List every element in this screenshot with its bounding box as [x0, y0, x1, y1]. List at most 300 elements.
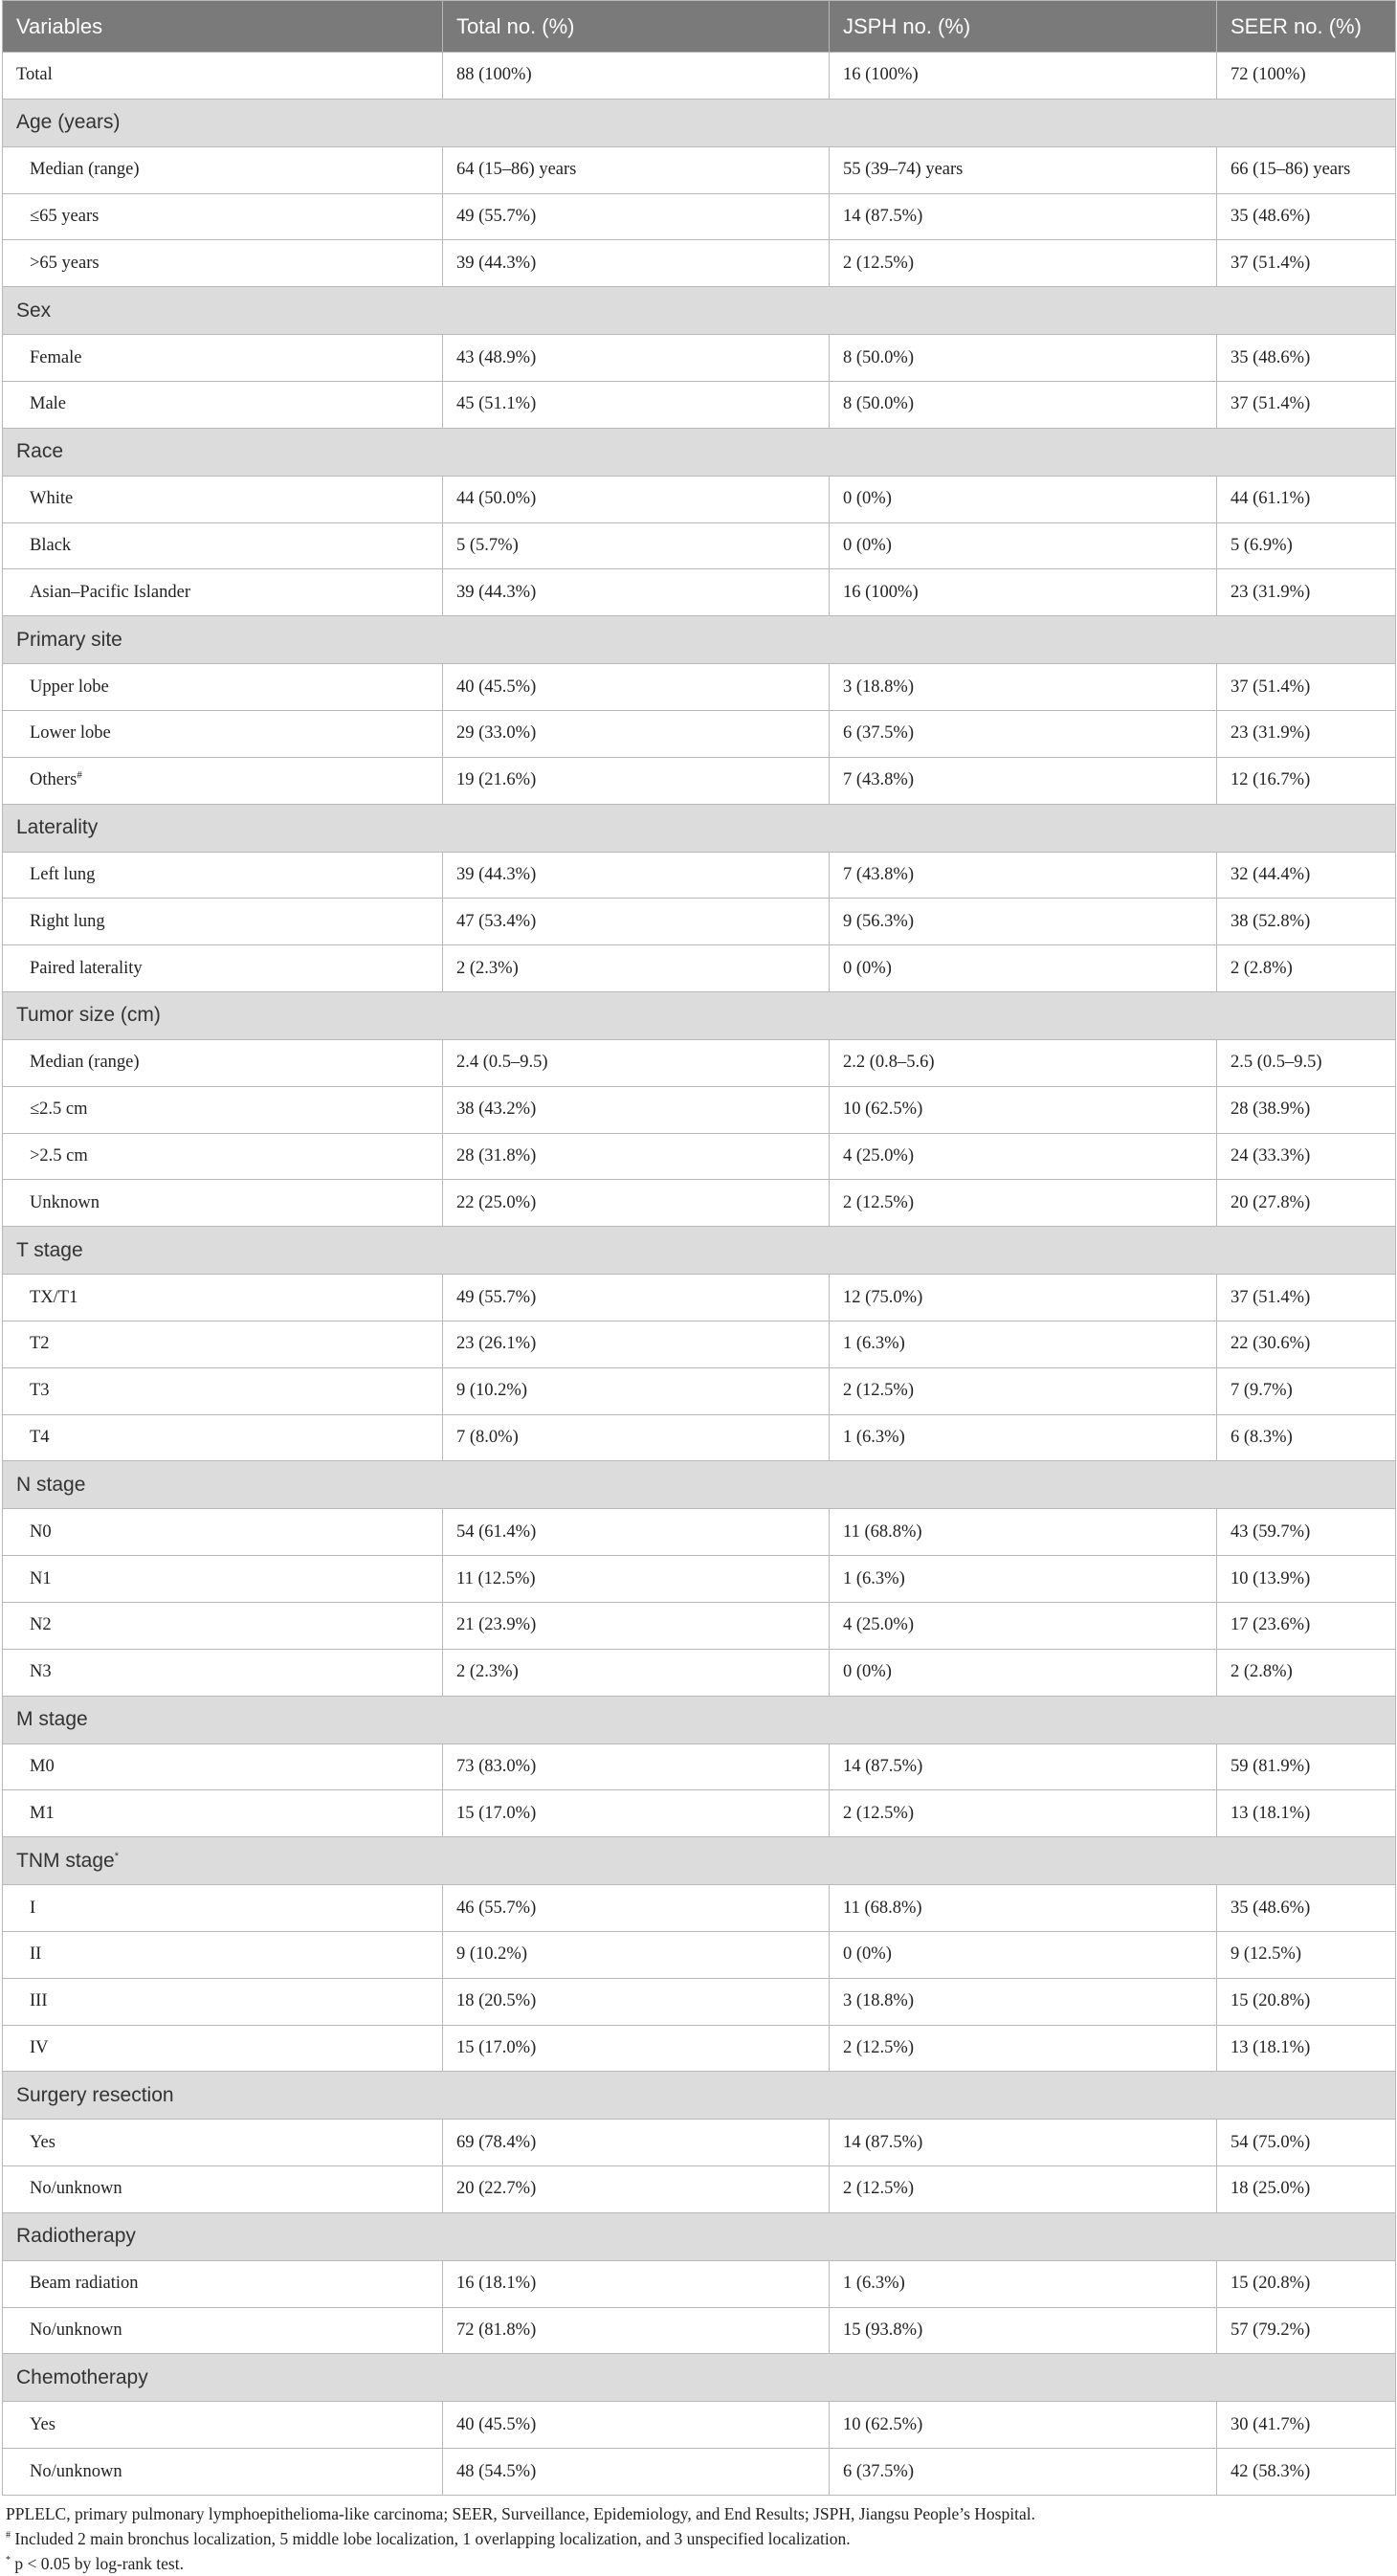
cell-seer [1217, 1743, 1396, 1790]
section-label-text: N stage [16, 1473, 86, 1496]
cell-total-text: 21 (23.9%) [456, 1615, 537, 1635]
cell-jsph-text: 3 (18.8%) [843, 677, 914, 697]
cell-seer [1217, 476, 1396, 522]
cell-variable [3, 1180, 443, 1227]
cell-jsph [830, 852, 1217, 899]
cell-variable-text: II [30, 1944, 42, 1965]
cell-seer [1217, 1790, 1396, 1837]
cell-seer-text: 30 (41.7%) [1231, 2414, 1311, 2434]
cell-variable [3, 2260, 443, 2307]
table-row [3, 1414, 1396, 1461]
cell-seer-text: 28 (38.9%) [1231, 1099, 1311, 1120]
cell-seer [1217, 569, 1396, 616]
cell-variable [3, 146, 443, 193]
section-label [3, 99, 1396, 146]
cell-total-text: 88 (100%) [456, 65, 532, 85]
cell-seer [1217, 2025, 1396, 2072]
cell-variable-text: Beam radiation [30, 2274, 139, 2294]
cell-variable-text: N1 [30, 1568, 52, 1588]
cell-variable [3, 1275, 443, 1321]
cell-total [443, 1790, 830, 1837]
cell-variable-text: Yes [30, 2414, 55, 2434]
cell-jsph-text: 1 (6.3%) [843, 1427, 905, 1447]
cell-variable-text: III [30, 1991, 48, 2011]
section-row [3, 1696, 1396, 1743]
cell-seer-text: 7 (9.7%) [1231, 1381, 1293, 1401]
table-row [3, 146, 1396, 193]
cell-jsph-text: 11 (68.8%) [843, 1521, 922, 1542]
cell-jsph [830, 1978, 1217, 2025]
cell-jsph [830, 2307, 1217, 2354]
cell-seer [1217, 2166, 1396, 2213]
table-row [3, 1885, 1396, 1932]
cell-seer [1217, 2120, 1396, 2166]
cell-variable-text: No/unknown [30, 2461, 122, 2481]
cell-total-text: 28 (31.8%) [456, 1145, 537, 1166]
table-row [3, 1602, 1396, 1649]
cell-total-text: 39 (44.3%) [456, 253, 537, 273]
cell-seer [1217, 1414, 1396, 1461]
cell-jsph [830, 2449, 1217, 2496]
cell-total [443, 945, 830, 992]
cell-variable [3, 1133, 443, 1180]
cell-variable-text: N3 [30, 1662, 52, 1682]
cell-seer [1217, 1367, 1396, 1414]
cell-variable-text: ≤65 years [30, 206, 100, 226]
cell-jsph [830, 664, 1217, 711]
footnote-text: p < 0.05 by log-rank test. [11, 2554, 184, 2574]
cell-variable [3, 1885, 443, 1932]
section-row [3, 804, 1396, 852]
cell-jsph-text: 2 (12.5%) [843, 1803, 914, 1823]
section-label [3, 1227, 1396, 1275]
section-row [3, 2212, 1396, 2260]
cell-jsph-text: 7 (43.8%) [843, 864, 914, 884]
cell-variable [3, 945, 443, 992]
cell-total [443, 1931, 830, 1978]
cell-seer-text: 23 (31.9%) [1231, 723, 1311, 744]
table-row [3, 1790, 1396, 1837]
section-label [3, 991, 1396, 1039]
footnote-symbol: * [6, 2555, 11, 2566]
table-row [3, 1321, 1396, 1367]
footnote-line [6, 2526, 1397, 2551]
header-total: Total no. (%) [443, 1, 830, 53]
cell-variable [3, 1556, 443, 1603]
table-row [3, 1133, 1396, 1180]
cell-seer-text: 13 (18.1%) [1231, 1803, 1311, 1823]
table-row [3, 2120, 1396, 2166]
cell-total-text: 48 (54.5%) [456, 2461, 537, 2481]
cell-jsph [830, 2166, 1217, 2213]
cell-variable [3, 335, 443, 382]
cell-jsph [830, 1039, 1217, 1086]
cell-total [443, 1885, 830, 1932]
cell-jsph-text: 2 (12.5%) [843, 1381, 914, 1401]
cell-jsph [830, 1649, 1217, 1696]
cell-seer-text: 35 (48.6%) [1231, 1898, 1311, 1918]
section-label-text: Tumor size (cm) [16, 1004, 161, 1027]
footnote-text: Included 2 main bronchus localization, 5 middle lobe localization, 1 overlapping localization, and 3 unspecified localization. [11, 2529, 851, 2549]
section-label [3, 616, 1396, 664]
cell-jsph [830, 945, 1217, 992]
table-row [3, 1367, 1396, 1414]
table-row [3, 1275, 1396, 1321]
cell-seer-text: 42 (58.3%) [1231, 2461, 1311, 2481]
cell-seer [1217, 193, 1396, 240]
cell-seer [1217, 1275, 1396, 1321]
table-row [3, 335, 1396, 382]
cell-seer-text: 35 (48.6%) [1231, 347, 1311, 367]
footnote-text: PPLELC, primary pulmonary lymphoepithelioma-like carcinoma; SEER, Surveillance, Epidemiology, and End Results; JSPH, Jiangsu People’s Hospital. [6, 2504, 1035, 2524]
section-label-text: Race [16, 440, 64, 463]
cell-total [443, 1978, 830, 2025]
cell-total [443, 1180, 830, 1227]
section-label-text: Radiotherapy [16, 2225, 136, 2248]
cell-seer-text: 37 (51.4%) [1231, 253, 1311, 273]
cell-seer [1217, 852, 1396, 899]
cell-variable [3, 569, 443, 616]
cell-total-text: 64 (15–86) years [456, 160, 577, 180]
cell-variable-text: Upper lobe [30, 677, 109, 697]
cell-seer-text: 66 (15–86) years [1231, 160, 1351, 180]
cell-variable-text: N0 [30, 1521, 52, 1542]
cell-jsph-text: 55 (39–74) years [843, 160, 964, 180]
footnote-line [6, 2501, 1397, 2526]
table-row [3, 1180, 1396, 1227]
cell-seer-text: 57 (79.2%) [1231, 2321, 1311, 2341]
section-label [3, 2354, 1396, 2402]
cell-variable-text: I [30, 1898, 36, 1918]
section-row [3, 99, 1396, 146]
table-row [3, 2260, 1396, 2307]
cell-total [443, 1414, 830, 1461]
cell-seer [1217, 53, 1396, 100]
cell-seer-text: 37 (51.4%) [1231, 1287, 1311, 1307]
cell-total [443, 381, 830, 428]
cell-total-text: 47 (53.4%) [456, 911, 537, 931]
cell-variable [3, 381, 443, 428]
cell-seer-text: 22 (30.6%) [1231, 1334, 1311, 1354]
cell-variable-text: >2.5 cm [30, 1145, 88, 1166]
cell-seer [1217, 1978, 1396, 2025]
footnote-marker: # [77, 769, 82, 781]
cell-variable [3, 2307, 443, 2354]
section-label-text: Primary site [16, 628, 122, 651]
footnotes [0, 2496, 1397, 2576]
cell-jsph-text: 8 (50.0%) [843, 394, 914, 414]
cell-jsph [830, 1321, 1217, 1367]
cell-seer-text: 5 (6.9%) [1231, 535, 1293, 555]
cell-jsph-text: 6 (37.5%) [843, 2461, 914, 2481]
cell-jsph-text: 4 (25.0%) [843, 1615, 914, 1635]
cell-jsph-text: 9 (56.3%) [843, 911, 914, 931]
cell-jsph [830, 1931, 1217, 1978]
cell-variable [3, 1414, 443, 1461]
cell-jsph [830, 899, 1217, 945]
cell-seer-text: 15 (20.8%) [1231, 2274, 1311, 2294]
cell-total [443, 335, 830, 382]
section-label-text: M stage [16, 1708, 88, 1731]
cell-jsph-text: 0 (0%) [843, 489, 892, 509]
cell-variable [3, 522, 443, 569]
cell-jsph-text: 2.2 (0.8–5.6) [843, 1053, 935, 1073]
cell-variable [3, 852, 443, 899]
cell-jsph [830, 1367, 1217, 1414]
cell-variable-text: Black [30, 535, 72, 555]
cell-variable-text: IV [30, 2037, 49, 2057]
cell-total-text: 39 (44.3%) [456, 864, 537, 884]
cell-variable-text: T4 [30, 1427, 50, 1447]
cell-total-text: 16 (18.1%) [456, 2274, 537, 2294]
cell-total [443, 1321, 830, 1367]
cell-seer [1217, 2260, 1396, 2307]
table-row [3, 664, 1396, 711]
cell-variable [3, 1931, 443, 1978]
cell-jsph-text: 12 (75.0%) [843, 1287, 923, 1307]
cell-variable [3, 899, 443, 945]
table-row [3, 569, 1396, 616]
cell-jsph-text: 16 (100%) [843, 65, 919, 85]
cell-seer [1217, 240, 1396, 287]
cell-seer [1217, 1321, 1396, 1367]
cell-variable-text: Paired laterality [30, 958, 143, 978]
cell-jsph-text: 1 (6.3%) [843, 1568, 905, 1588]
cell-jsph [830, 2402, 1217, 2449]
cell-variable [3, 2402, 443, 2449]
table-row [3, 1039, 1396, 1086]
cell-seer-text: 20 (27.8%) [1231, 1192, 1311, 1212]
cell-total [443, 2449, 830, 2496]
cell-variable [3, 1649, 443, 1696]
cell-variable-text: Lower lobe [30, 723, 111, 744]
cell-variable-text: No/unknown [30, 2321, 122, 2341]
cell-total [443, 664, 830, 711]
cell-jsph-text: 0 (0%) [843, 1662, 892, 1682]
cell-jsph-text: 11 (68.8%) [843, 1898, 922, 1918]
cell-total-text: 29 (33.0%) [456, 723, 537, 744]
cell-jsph [830, 1414, 1217, 1461]
table-row [3, 2166, 1396, 2213]
table-row [3, 2402, 1396, 2449]
cell-total-text: 9 (10.2%) [456, 1381, 527, 1401]
table-row [3, 240, 1396, 287]
cell-jsph-text: 14 (87.5%) [843, 206, 923, 226]
cell-variable-text: T2 [30, 1334, 50, 1354]
cell-variable [3, 2166, 443, 2213]
table-row [3, 1978, 1396, 2025]
cell-total [443, 193, 830, 240]
cell-total-text: 72 (81.8%) [456, 2321, 537, 2341]
section-label-text: Laterality [16, 816, 99, 839]
cell-total-text: 19 (21.6%) [456, 770, 537, 790]
cell-jsph [830, 522, 1217, 569]
cell-variable-text: >65 years [30, 253, 100, 273]
cell-variable [3, 1509, 443, 1556]
cell-seer [1217, 1509, 1396, 1556]
cell-jsph [830, 1790, 1217, 1837]
cell-jsph [830, 1133, 1217, 1180]
cell-variable [3, 1790, 443, 1837]
cell-jsph [830, 1885, 1217, 1932]
cell-jsph-text: 16 (100%) [843, 582, 919, 602]
cell-total [443, 1509, 830, 1556]
header-row [3, 1, 1396, 53]
cell-total-text: 15 (17.0%) [456, 1803, 537, 1823]
cell-seer-text: 10 (13.9%) [1231, 1568, 1311, 1588]
cell-total [443, 2025, 830, 2072]
cell-total-text: 23 (26.1%) [456, 1334, 537, 1354]
cell-variable-text: ≤2.5 cm [30, 1099, 88, 1120]
cell-variable [3, 2025, 443, 2072]
cell-variable-text: M0 [30, 1756, 55, 1776]
cell-total [443, 476, 830, 522]
cell-total-text: 44 (50.0%) [456, 489, 537, 509]
cell-variable [3, 193, 443, 240]
section-label [3, 1696, 1396, 1743]
cell-total [443, 146, 830, 193]
cell-variable [3, 53, 443, 100]
cell-total [443, 757, 830, 804]
cell-total-text: 39 (44.3%) [456, 582, 537, 602]
cell-total-text: 43 (48.9%) [456, 347, 537, 367]
section-label [3, 2212, 1396, 2260]
cell-jsph-text: 2 (12.5%) [843, 1192, 914, 1212]
cell-jsph-text: 8 (50.0%) [843, 347, 914, 367]
cell-jsph [830, 1509, 1217, 1556]
cell-seer-text: 37 (51.4%) [1231, 677, 1311, 697]
cell-variable [3, 2120, 443, 2166]
cell-total-text: 49 (55.7%) [456, 206, 537, 226]
cell-seer [1217, 1039, 1396, 1086]
cell-seer-text: 72 (100%) [1231, 65, 1306, 85]
footnote-symbol: # [6, 2530, 11, 2542]
cell-seer [1217, 1602, 1396, 1649]
cell-variable [3, 1321, 443, 1367]
cell-total [443, 899, 830, 945]
cell-jsph [830, 1086, 1217, 1133]
cell-total-text: 69 (78.4%) [456, 2132, 537, 2152]
cell-seer [1217, 1556, 1396, 1603]
footnote-line [6, 2551, 1397, 2576]
table-row [3, 1509, 1396, 1556]
cell-total [443, 240, 830, 287]
cell-total-text: 20 (22.7%) [456, 2179, 537, 2199]
table-row [3, 899, 1396, 945]
cell-total-text: 46 (55.7%) [456, 1898, 537, 1918]
section-label [3, 428, 1396, 476]
characteristics-table [2, 0, 1396, 2496]
cell-seer [1217, 1133, 1396, 1180]
cell-seer [1217, 1931, 1396, 1978]
cell-seer-text: 2 (2.8%) [1231, 1662, 1293, 1682]
section-label-text: Sex [16, 299, 52, 322]
cell-seer-text: 54 (75.0%) [1231, 2132, 1311, 2152]
cell-total [443, 2120, 830, 2166]
cell-jsph-text: 1 (6.3%) [843, 2274, 905, 2294]
cell-seer [1217, 146, 1396, 193]
cell-total [443, 1556, 830, 1603]
cell-total-text: 49 (55.7%) [456, 1287, 537, 1307]
section-label-text: TNM stage [16, 1849, 115, 1872]
cell-variable-text: N2 [30, 1615, 52, 1635]
cell-total-text: 7 (8.0%) [456, 1427, 519, 1447]
cell-jsph-text: 14 (87.5%) [843, 2132, 923, 2152]
table-row [3, 1743, 1396, 1790]
cell-seer-text: 12 (16.7%) [1231, 770, 1311, 790]
cell-total [443, 2402, 830, 2449]
cell-jsph [830, 335, 1217, 382]
cell-jsph-text: 0 (0%) [843, 535, 892, 555]
cell-variable [3, 664, 443, 711]
cell-jsph [830, 2260, 1217, 2307]
cell-jsph [830, 1180, 1217, 1227]
cell-total [443, 2307, 830, 2354]
cell-total-text: 40 (45.5%) [456, 677, 537, 697]
section-label-text: Age (years) [16, 111, 121, 134]
section-row [3, 2354, 1396, 2402]
table-row [3, 852, 1396, 899]
section-row [3, 2072, 1396, 2120]
cell-seer [1217, 899, 1396, 945]
cell-total [443, 1039, 830, 1086]
cell-jsph-text: 2 (12.5%) [843, 253, 914, 273]
cell-variable-text: No/unknown [30, 2179, 122, 2199]
cell-seer [1217, 1649, 1396, 1696]
cell-seer [1217, 1885, 1396, 1932]
cell-jsph [830, 240, 1217, 287]
cell-total [443, 1275, 830, 1321]
cell-variable-text: Median (range) [30, 1053, 140, 1073]
cell-total-text: 54 (61.4%) [456, 1521, 537, 1542]
section-label-text: Surgery resection [16, 2083, 174, 2106]
cell-total-text: 9 (10.2%) [456, 1944, 527, 1965]
cell-jsph [830, 1275, 1217, 1321]
cell-jsph-text: 2 (12.5%) [843, 2179, 914, 2199]
cell-seer-text: 2.5 (0.5–9.5) [1231, 1053, 1322, 1073]
table-row [3, 945, 1396, 992]
cell-total [443, 53, 830, 100]
cell-total-text: 2.4 (0.5–9.5) [456, 1053, 548, 1073]
cell-jsph-text: 6 (37.5%) [843, 723, 914, 744]
cell-variable-text: Left lung [30, 864, 96, 884]
cell-total [443, 569, 830, 616]
cell-jsph-text: 3 (18.8%) [843, 1991, 914, 2011]
cell-variable [3, 1086, 443, 1133]
cell-jsph [830, 1556, 1217, 1603]
cell-jsph [830, 1602, 1217, 1649]
table-row [3, 1931, 1396, 1978]
cell-total [443, 522, 830, 569]
section-row [3, 287, 1396, 335]
cell-seer-text: 32 (44.4%) [1231, 864, 1311, 884]
cell-jsph-text: 15 (93.8%) [843, 2321, 923, 2341]
cell-jsph [830, 146, 1217, 193]
cell-total-text: 18 (20.5%) [456, 1991, 537, 2011]
table-row [3, 757, 1396, 804]
cell-seer [1217, 1180, 1396, 1227]
cell-seer [1217, 664, 1396, 711]
cell-jsph [830, 2025, 1217, 2072]
cell-variable [3, 240, 443, 287]
cell-total-text: 73 (83.0%) [456, 1756, 537, 1776]
cell-jsph [830, 569, 1217, 616]
cell-seer-text: 23 (31.9%) [1231, 582, 1311, 602]
cell-variable-text: White [30, 489, 74, 509]
cell-variable [3, 757, 443, 804]
cell-jsph [830, 710, 1217, 757]
cell-seer-text: 15 (20.8%) [1231, 1991, 1311, 2011]
